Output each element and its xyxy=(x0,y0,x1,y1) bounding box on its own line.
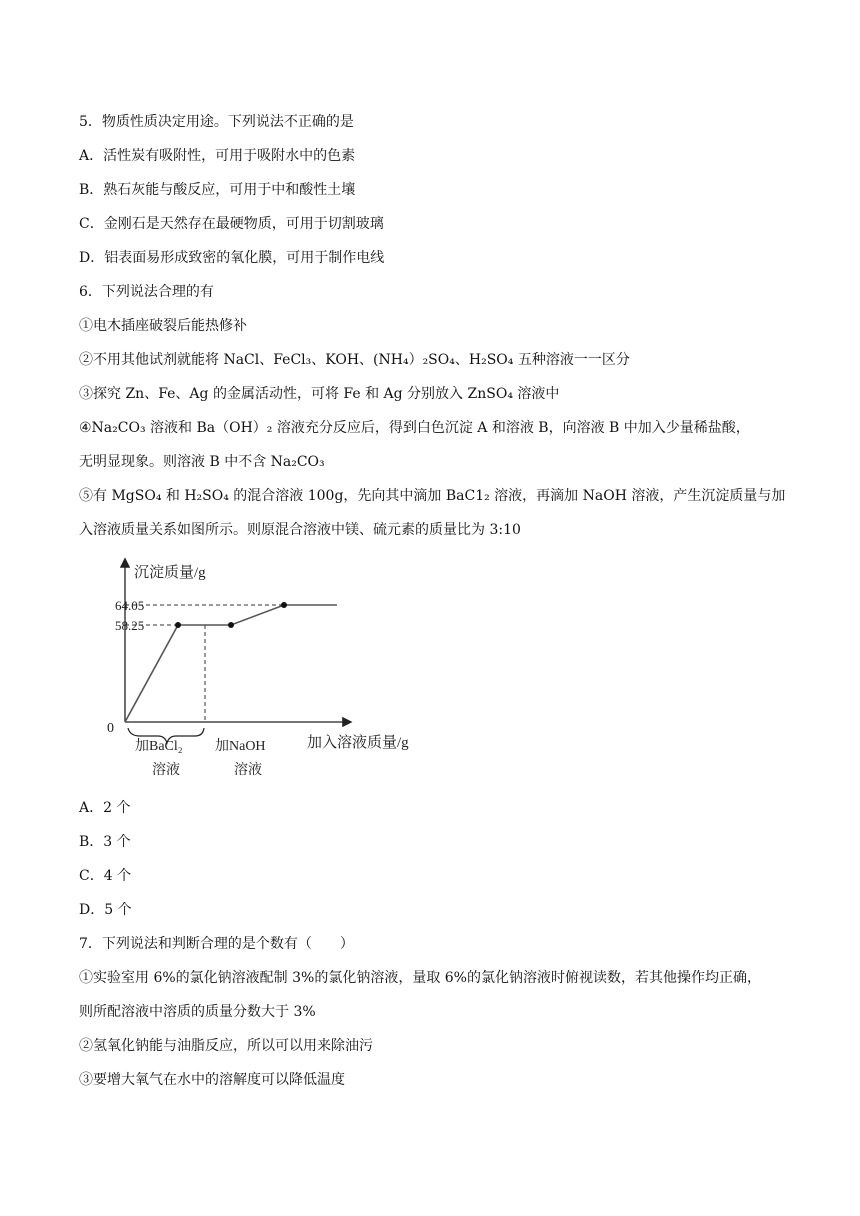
q5-option-b: B．熟石灰能与酸反应，可用于中和酸性土壤 xyxy=(79,182,356,198)
q6-option-a: A．2 个 xyxy=(79,800,131,816)
q6-item-1: ①电木插座破裂后能热修补 xyxy=(79,318,247,334)
q6-item-4-cont: 无明显现象。则溶液 B 中不含 Na₂CO₃ xyxy=(79,454,325,470)
data-point-4 xyxy=(281,602,287,608)
q6-option-c: C．4 个 xyxy=(79,868,132,884)
q6-item-3: ③探究 Zn、Fe、Ag 的金属活动性，可将 Fe 和 Ag 分别放入 ZnSO₄ 溶液中 xyxy=(79,386,560,402)
y-tick-label-6405: 64.05 xyxy=(115,598,145,613)
q6-stem: 6．下列说法合理的有 xyxy=(79,284,214,300)
q6-item-4: ④Na₂CO₃ 溶液和 Ba（OH）₂ 溶液充分反应后，得到白色沉淀 A 和溶液 B，向溶液 B 中加入少量稀盐酸， xyxy=(79,420,750,436)
q6-item-5: ⑤有 MgSO₄ 和 H₂SO₄ 的混合溶液 100g，先向其中滴加 BaC1₂ 溶液，再滴加 NaOH 溶液，产生沉淀质量与加 xyxy=(79,488,786,504)
segment-label-bacl2-line2: 溶液 xyxy=(152,763,180,778)
q5-option-c: C．金刚石是天然存在最硬物质，可用于切割玻璃 xyxy=(79,216,384,232)
y-axis-label: 沉淀质量/g xyxy=(134,565,206,581)
segment-label-bacl2-line1: 加BaCl₂ xyxy=(135,739,183,754)
segment-label-naoh-line1: 加NaOH xyxy=(215,739,266,754)
precipitate-chart xyxy=(100,552,420,788)
q6-item-2: ②不用其他试剂就能将 NaCl、FeCl₃、KOH、(NH₄）₂SO₄、H₂SO₄ 五种溶液一一区分 xyxy=(79,352,630,368)
q6-option-d: D．5 个 xyxy=(79,902,132,918)
data-point-1 xyxy=(175,622,181,628)
data-point-3 xyxy=(228,622,234,628)
origin-label: 0 xyxy=(107,721,114,736)
q7-item-2: ②氢氧化钠能与油脂反应，所以可以用来除油污 xyxy=(79,1038,373,1054)
segment-label-naoh-line2: 溶液 xyxy=(234,763,262,778)
q5-option-a: A．活性炭有吸附性，可用于吸附水中的色素 xyxy=(79,148,356,164)
q7-stem: 7．下列说法和判断合理的是个数有（ ） xyxy=(79,936,354,952)
q6-item-5-cont: 入溶液质量关系如图所示。则原混合溶液中镁、硫元素的质量比为 3:10 xyxy=(79,522,521,538)
q6-option-b: B．3 个 xyxy=(79,834,131,850)
q5-stem: 5．物质性质决定用途。下列说法不正确的是 xyxy=(79,114,354,130)
q5-option-d: D．铝表面易形成致密的氧化膜，可用于制作电线 xyxy=(79,250,385,266)
q7-item-1: ①实验室用 6%的氯化钠溶液配制 3%的氯化钠溶液，量取 6%的氯化钠溶液时俯视读数，若其他操作均正确， xyxy=(79,970,761,986)
q7-item-1-cont: 则所配溶液中溶质的质量分数大于 3% xyxy=(79,1004,316,1020)
y-tick-label-5825: 58.25 xyxy=(115,618,145,633)
q7-item-3: ③要增大氧气在水中的溶解度可以降低温度 xyxy=(79,1072,345,1088)
x-axis-label: 加入溶液质量/g xyxy=(307,735,409,751)
